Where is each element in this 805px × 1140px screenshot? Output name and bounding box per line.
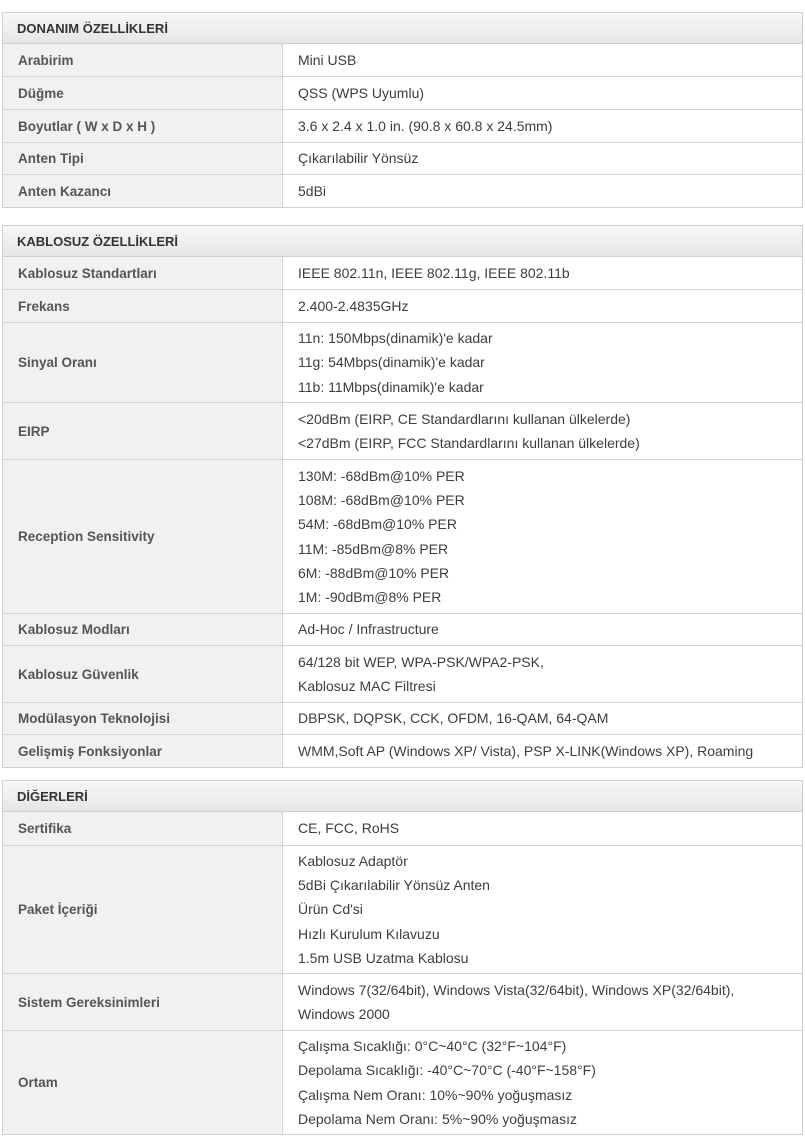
table-row [3, 174, 802, 207]
value-line: 54M: -68dBm@10% PER [298, 516, 457, 533]
table-row [3, 289, 802, 322]
value-line: Depolama Nem Oranı: 5%~90% yoğuşmasız [298, 1110, 577, 1127]
value-line: Çalışma Sıcaklığı: 0°C~40°C (32°F~104°F) [298, 1038, 567, 1055]
value-line: QSS (WPS Uyumlu) [298, 84, 425, 101]
row-value [283, 175, 802, 207]
row-label: EIRP [3, 403, 283, 459]
row-label: Arabirim [3, 44, 283, 76]
table-row [3, 459, 802, 613]
value-line: Windows 7(32/64bit), Windows Vista(32/64bit), Windows XP(32/64bit), [298, 981, 735, 998]
table-row [3, 973, 802, 1030]
row-label: Sistem Gereksinimleri [3, 974, 283, 1030]
hardware-rows [3, 44, 802, 207]
table-row [3, 702, 802, 734]
value-line: CE, FCC, RoHS [298, 820, 400, 837]
table-row [3, 613, 802, 645]
row-value [283, 974, 802, 1030]
row-value [283, 143, 802, 174]
row-label: Kablosuz Güvenlik [3, 646, 283, 702]
row-value [283, 110, 802, 142]
table-row [3, 109, 802, 142]
value-line: Mini USB [298, 51, 357, 68]
table-row [3, 645, 802, 702]
row-value [283, 812, 802, 845]
value-line: 130M: -68dBm@10% PER [298, 467, 465, 484]
value-line: 1.5m USB Uzatma Kablosu [298, 949, 469, 966]
row-value [283, 290, 802, 322]
table-row [3, 76, 802, 109]
table-row [3, 845, 802, 973]
value-line: Depolama Sıcaklığı: -40°C~70°C (-40°F~158°F) [298, 1062, 596, 1079]
value-line: Ürün Cd'si [298, 901, 363, 918]
section-title: KABLOSUZ ÖZELLİKLERİ [3, 226, 802, 257]
row-label: Frekans [3, 290, 283, 322]
value-line: 6M: -88dBm@10% PER [298, 564, 450, 581]
table-row [3, 44, 802, 76]
wireless-specs-table [2, 225, 803, 768]
value-line: Çalışma Nem Oranı: 10%~90% yoğuşmasız [298, 1086, 573, 1103]
row-value [283, 846, 802, 973]
table-row [3, 812, 802, 845]
row-value [283, 646, 802, 702]
row-value [283, 735, 802, 767]
value-line: 11g: 54Mbps(dinamik)'e kadar [298, 354, 485, 371]
value-line: Çıkarılabilir Yönsüz [298, 150, 419, 167]
row-value [283, 703, 802, 734]
table-row [3, 1030, 802, 1134]
value-line: 11n: 150Mbps(dinamik)'e kadar [298, 330, 493, 347]
row-label: Kablosuz Modları [3, 614, 283, 645]
row-label: Sertifika [3, 812, 283, 845]
row-value [283, 44, 802, 76]
value-line: 11M: -85dBm@8% PER [298, 540, 449, 557]
table-row [3, 734, 802, 767]
value-line: 2.400-2.4835GHz [298, 297, 409, 314]
value-line: 3.6 x 2.4 x 1.0 in. (90.8 x 60.8 x 24.5mm) [298, 117, 553, 134]
row-label: Anten Kazancı [3, 175, 283, 207]
row-label: Kablosuz Standartları [3, 257, 283, 289]
row-value [283, 257, 802, 289]
wireless-rows [3, 257, 802, 767]
value-line: Windows 2000 [298, 1006, 390, 1022]
row-label: Düğme [3, 77, 283, 109]
value-line: 64/128 bit WEP, WPA-PSK/WPA2-PSK, [298, 653, 544, 670]
value-line: WMM,Soft AP (Windows XP/ Vista), PSP X-LINK(Windows XP), Roaming [298, 742, 754, 759]
section-title: DONANIM ÖZELLİKLERİ [3, 13, 802, 44]
row-label: Sinyal Oranı [3, 323, 283, 402]
hardware-specs-table [2, 12, 803, 208]
row-value [283, 403, 802, 459]
value-line: DBPSK, DQPSK, CCK, OFDM, 16-QAM, 64-QAM [298, 710, 609, 727]
table-row [3, 257, 802, 289]
value-line: 5dBi Çıkarılabilir Yönsüz Anten [298, 877, 490, 894]
other-specs-table [2, 780, 803, 1135]
row-label: Ortam [3, 1031, 283, 1134]
value-line: Ad-Hoc / Infrastructure [298, 621, 439, 638]
value-line: <20dBm (EIRP, CE Standardlarını kullanan ülkelerde) [298, 410, 631, 427]
table-row [3, 322, 802, 402]
other-rows [3, 812, 802, 1134]
value-line: 1M: -90dBm@8% PER [298, 588, 442, 605]
row-label: Paket İçeriği [3, 846, 283, 973]
row-value [283, 614, 802, 645]
value-line: Kablosuz MAC Filtresi [298, 678, 436, 694]
value-line: 5dBi [298, 182, 327, 199]
table-row [3, 142, 802, 174]
row-label: Boyutlar ( W x D x H ) [3, 110, 283, 142]
value-line: Kablosuz Adaptör [298, 852, 408, 869]
row-label: Anten Tipi [3, 143, 283, 174]
table-row [3, 402, 802, 459]
section-title: DİĞERLERİ [3, 781, 802, 812]
row-label: Modülasyon Teknolojisi [3, 703, 283, 734]
value-line: 108M: -68dBm@10% PER [298, 492, 465, 509]
value-line: <27dBm (EIRP, FCC Standardlarını kullanan ülkelerde) [298, 435, 640, 451]
value-line: Hızlı Kurulum Kılavuzu [298, 925, 440, 942]
value-line: IEEE 802.11n, IEEE 802.11g, IEEE 802.11b [298, 264, 570, 281]
row-value [283, 1031, 802, 1134]
row-value [283, 77, 802, 109]
row-value [283, 460, 802, 613]
value-line: 11b: 11Mbps(dinamik)'e kadar [298, 378, 484, 395]
row-value [283, 323, 802, 402]
row-label: Gelişmiş Fonksiyonlar [3, 735, 283, 767]
row-label: Reception Sensitivity [3, 460, 283, 613]
